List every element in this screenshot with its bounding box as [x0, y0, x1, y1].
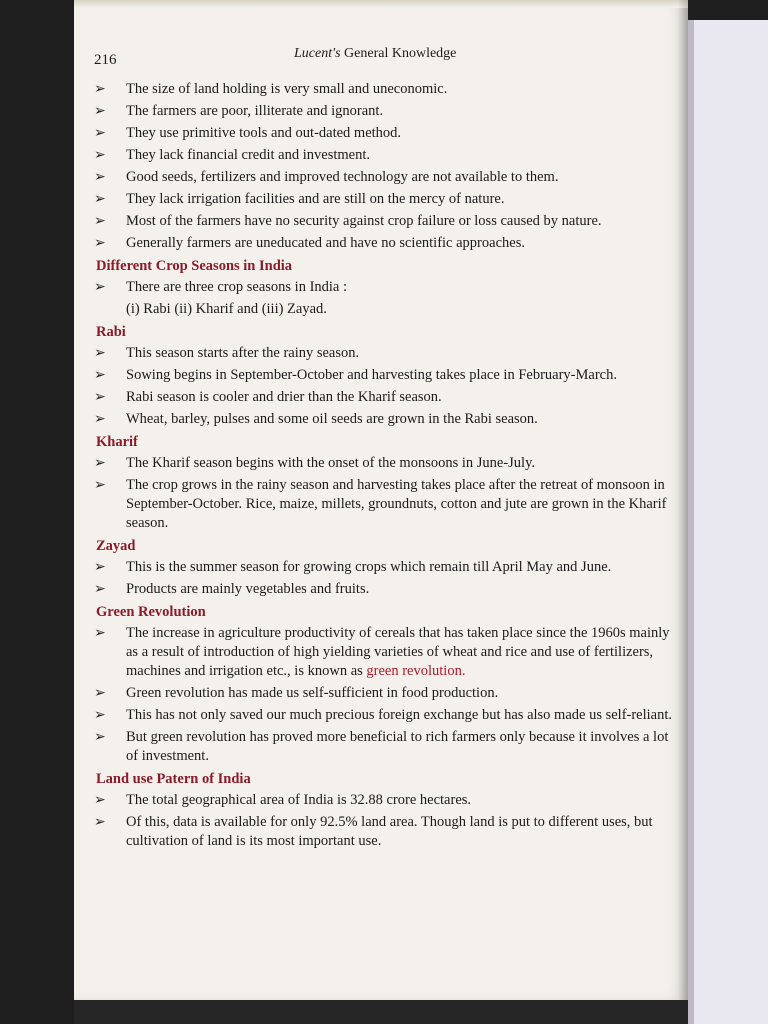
intro-bullet-list	[94, 80, 672, 253]
section-heading-rabi: Rabi	[96, 324, 126, 340]
bullet-arrow-icon: ➢	[94, 793, 106, 808]
bullet-arrow-icon: ➢	[94, 192, 106, 207]
list-item-text: Generally farmers are uneducated and have no scientific approaches.	[126, 235, 525, 251]
bullet-arrow-icon: ➢	[94, 214, 106, 229]
scan-bottom-edge	[74, 1000, 688, 1024]
list-item	[94, 168, 672, 187]
bullet-arrow-icon: ➢	[94, 412, 106, 427]
section-heading-kharif: Kharif	[96, 434, 138, 450]
section-heading-land-use: Land use Patern of India	[96, 771, 251, 787]
list-item	[94, 454, 672, 473]
bullet-arrow-icon: ➢	[94, 686, 106, 701]
list-item-text: Sowing begins in September-October and harvesting takes place in February-March.	[126, 367, 617, 383]
list-item	[94, 791, 672, 810]
list-item-text: Of this, data is available for only 92.5% land area. Though land is put to different uses, but cultivation of land is its most important use.	[126, 814, 653, 849]
list-item-text: Green revolution has made us self-sufficient in food production.	[126, 685, 499, 701]
bullet-arrow-icon: ➢	[94, 390, 106, 405]
list-item	[94, 684, 672, 703]
list-item	[94, 146, 672, 165]
bullet-arrow-icon: ➢	[94, 236, 106, 251]
list-item-text: They lack irrigation facilities and are still on the mercy of nature.	[126, 191, 505, 207]
list-item-text: Good seeds, fertilizers and improved technology are not available to them.	[126, 169, 559, 185]
list-item	[94, 558, 672, 577]
list-item-text: This has not only saved our much precious foreign exchange but has also made us self-reliant.	[126, 707, 673, 723]
list-item	[94, 102, 672, 121]
list-item-text: The farmers are poor, illiterate and ignorant.	[126, 103, 384, 119]
bullet-arrow-icon: ➢	[94, 82, 106, 97]
book-page	[74, 0, 688, 1000]
list-item	[94, 278, 672, 297]
bullet-arrow-icon: ➢	[94, 280, 106, 295]
bullet-arrow-icon: ➢	[94, 456, 106, 471]
page-header	[94, 46, 672, 80]
list-item-text: The increase in agriculture productivity of cereals that has taken place since the 1960s mainly as a result of introduction of high yielding varieties of wheat and rice and use of fertilizers, machines and irrigation etc., is known as	[126, 625, 670, 679]
list-item-text: The crop grows in the rainy season and harvesting takes place after the retreat of monsoon in September-October. Rice, maize, millets, groundnuts, cotton and jute are grown in the Kharif season.	[126, 477, 667, 531]
next-page-edge	[688, 20, 768, 1024]
list-item-text: This season starts after the rainy season.	[126, 345, 360, 361]
bullet-arrow-icon: ➢	[94, 126, 106, 141]
list-item-text: The Kharif season begins with the onset of the monsoons in June-July.	[126, 455, 536, 471]
list-item-text: Wheat, barley, pulses and some oil seeds are grown in the Rabi season.	[126, 411, 538, 427]
bullet-arrow-icon: ➢	[94, 730, 106, 745]
list-item	[94, 366, 672, 385]
list-item-text: They use primitive tools and out-dated method.	[126, 125, 402, 141]
list-item	[94, 410, 672, 429]
bullet-arrow-icon: ➢	[94, 346, 106, 361]
page-top-edge	[74, 0, 688, 8]
list-item	[94, 388, 672, 407]
bullet-arrow-icon: ➢	[94, 708, 106, 723]
list-item	[94, 80, 672, 99]
list-item	[94, 212, 672, 231]
list-item-text: There are three crop seasons in India :	[126, 279, 348, 295]
bullet-arrow-icon: ➢	[94, 582, 106, 597]
section-heading-crop-seasons: Different Crop Seasons in India	[96, 258, 293, 274]
highlighted-term: green revolution.	[366, 663, 466, 679]
list-item-text: The size of land holding is very small and uneconomic.	[126, 81, 448, 97]
bullet-arrow-icon: ➢	[94, 170, 106, 185]
list-item-text: Most of the farmers have no security against crop failure or loss caused by nature.	[126, 213, 602, 229]
list-item	[94, 476, 672, 533]
bullet-arrow-icon: ➢	[94, 478, 106, 493]
list-item	[94, 580, 672, 599]
crop-season-list: (i) Rabi (ii) Kharif and (iii) Zayad.	[126, 301, 327, 317]
bullet-arrow-icon: ➢	[94, 368, 106, 383]
list-item	[94, 344, 672, 363]
section-heading-green-revolution: Green Revolution	[96, 604, 206, 620]
bullet-arrow-icon: ➢	[94, 104, 106, 119]
bullet-arrow-icon: ➢	[94, 626, 106, 641]
running-title	[294, 46, 456, 62]
list-item	[94, 190, 672, 209]
bullet-arrow-icon: ➢	[94, 560, 106, 575]
bullet-arrow-icon: ➢	[94, 815, 106, 830]
list-item-text: But green revolution has proved more beneficial to rich farmers only because it involves a lot of investment.	[126, 729, 669, 764]
page-gutter-shadow	[678, 0, 688, 1000]
list-item	[94, 624, 672, 681]
title-italic: Lucent's	[294, 46, 341, 61]
page-number: 216	[94, 52, 117, 68]
list-item	[94, 706, 672, 725]
bullet-arrow-icon: ➢	[94, 148, 106, 163]
list-item	[94, 813, 672, 851]
list-item	[94, 234, 672, 253]
list-item-text: The total geographical area of India is 32.88 crore hectares.	[126, 792, 472, 808]
list-item	[94, 728, 672, 766]
list-item-text: This is the summer season for growing crops which remain till April May and June.	[126, 559, 612, 575]
list-item-text: Products are mainly vegetables and fruits.	[126, 581, 370, 597]
page-content	[94, 46, 672, 854]
section-heading-zayad: Zayad	[96, 538, 136, 554]
list-item	[94, 124, 672, 143]
list-item-text: They lack financial credit and investment.	[126, 147, 370, 163]
list-item-text: Rabi season is cooler and drier than the Kharif season.	[126, 389, 442, 405]
title-rest: General Knowledge	[340, 46, 457, 61]
